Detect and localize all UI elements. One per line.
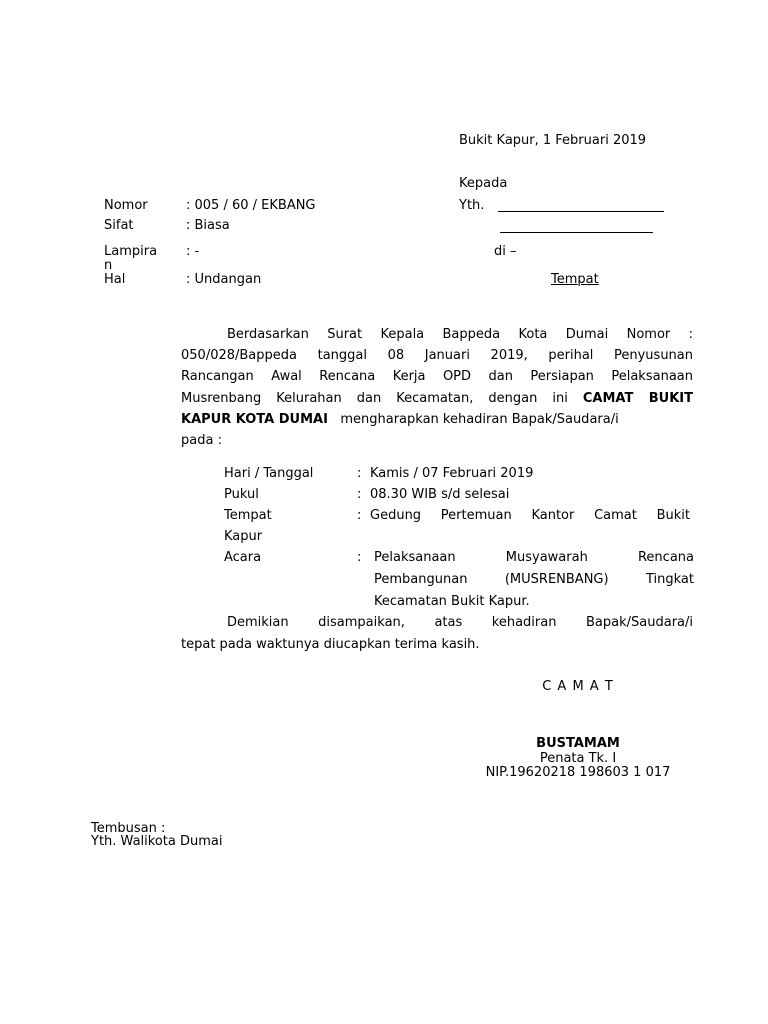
- addressee-di: di –: [494, 244, 517, 259]
- body-text: mengharapkan kehadiran Bapak/Saudara/i: [340, 411, 619, 427]
- signature-name: BUSTAMAM: [536, 736, 620, 751]
- detail-value: [370, 508, 690, 523]
- detail-value-text: Gedung Pertemuan Kantor Camat Bukit: [370, 508, 690, 523]
- body-line: 050/028/Bappeda tanggal 08 Januari 2019, perihal Penyusunan: [181, 348, 693, 364]
- body-line-with-bold: [181, 388, 693, 409]
- body-line: pada :: [181, 433, 222, 449]
- addressee-blank-line-2: [500, 232, 653, 233]
- body-line: Berdasarkan Surat Kepala Bappeda Kota Dumai Nomor :: [227, 327, 693, 342]
- closing-line-2: tepat pada waktunya diucapkan terima kasih.: [181, 637, 480, 652]
- detail-hari-row: [224, 466, 694, 486]
- detail-pukul-row: [224, 487, 694, 507]
- nomor-label: Nomor: [104, 198, 148, 213]
- cc-item: Yth. Walikota Dumai: [91, 834, 223, 849]
- addressee-blank-line-1: [498, 211, 664, 212]
- lampiran-label-2: n: [104, 258, 113, 273]
- detail-acara-value-2: Pembangunan (MUSRENBANG) Tingkat: [374, 572, 694, 587]
- detail-label: Acara: [224, 550, 262, 565]
- detail-label: Tempat: [224, 508, 272, 523]
- detail-colon: :: [357, 508, 362, 523]
- detail-tempat-row: [224, 508, 694, 528]
- signature-nip: NIP.19620218 198603 1 017: [485, 765, 671, 780]
- body-paragraph: [181, 324, 693, 451]
- body-line: Rancangan Awal Rencana Kerja OPD dan Persiapan Pelaksanaan: [181, 369, 693, 385]
- nomor-value: : 005 / 60 / EKBANG: [186, 198, 316, 213]
- cc-label: Tembusan :: [91, 821, 166, 836]
- addressee-yth: Yth.: [459, 198, 485, 213]
- lampiran-label-1: Lampira: [104, 244, 158, 259]
- detail-acara-value-3: Kecamatan Bukit Kapur.: [374, 594, 530, 609]
- sifat-value: : Biasa: [186, 218, 230, 233]
- signature-title: C A M A T: [542, 679, 614, 694]
- detail-colon: :: [357, 550, 362, 565]
- detail-colon: :: [357, 466, 362, 481]
- addressee-kepada: Kepada: [459, 176, 508, 191]
- closing-line-1: Demikian disampaikan, atas kehadiran Bapak/Saudara/i: [227, 615, 693, 630]
- lampiran-value: : -: [186, 244, 200, 259]
- detail-label: Hari / Tanggal: [224, 466, 314, 481]
- detail-acara-value-1: Pelaksanaan Musyawarah Rencana: [374, 550, 694, 565]
- detail-label: Pukul: [224, 487, 259, 502]
- detail-tempat-continued: Kapur: [224, 529, 263, 544]
- place-date: Bukit Kapur, 1 Februari 2019: [459, 133, 647, 148]
- detail-colon: :: [357, 487, 362, 502]
- addressee-tempat: Tempat: [551, 272, 599, 287]
- sifat-label: Sifat: [104, 218, 134, 233]
- signature-rank: Penata Tk. I: [539, 751, 617, 766]
- detail-value: Kamis / 07 Februari 2019: [370, 466, 534, 481]
- hal-label: Hal: [104, 272, 126, 287]
- body-bold-text: KAPUR KOTA DUMAI: [181, 411, 328, 427]
- body-line-with-bold: [181, 409, 693, 430]
- body-text: Musrenbang Kelurahan dan Kecamatan, dengan ini: [181, 390, 568, 406]
- detail-value: 08.30 WIB s/d selesai: [370, 487, 510, 502]
- body-bold-text: CAMAT BUKIT: [582, 390, 693, 406]
- hal-value: : Undangan: [186, 272, 262, 287]
